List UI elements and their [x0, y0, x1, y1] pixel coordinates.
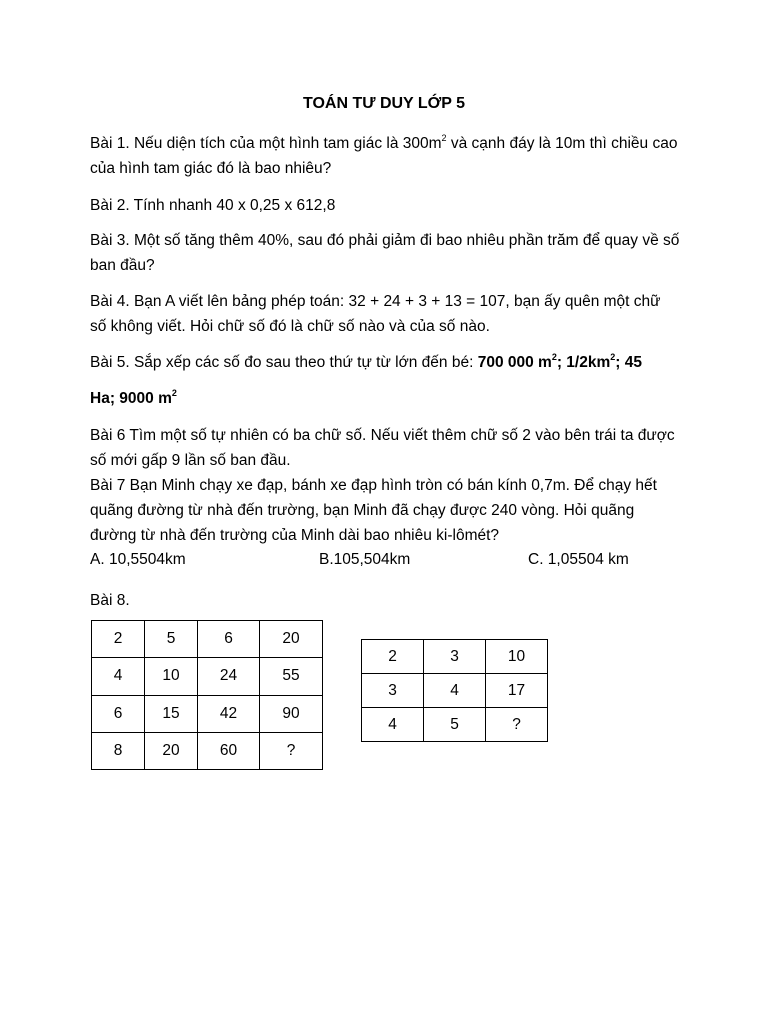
table-cell: 17 — [486, 674, 548, 708]
problem-6: Bài 6 Tìm một số tự nhiên có ba chữ số. Nếu viết thêm chữ số 2 vào bên trái ta được số mới gấp 9 lần số ban đầu. — [90, 427, 675, 469]
table-cell: 3 — [424, 640, 486, 674]
superscript: 2 — [171, 388, 177, 398]
table-cell: 8 — [92, 732, 145, 769]
table-row — [92, 658, 323, 695]
table-cell: 4 — [424, 674, 486, 708]
table-cell: ? — [486, 708, 548, 742]
problem-5-value-3: ; 45 — [615, 354, 642, 371]
table-cell: 6 — [92, 695, 145, 732]
table-row — [92, 732, 323, 769]
table-cell: 5 — [145, 621, 198, 658]
superscript: 2 — [610, 352, 616, 362]
number-table-2 — [361, 639, 548, 742]
table-cell: 6 — [198, 621, 260, 658]
table-cell: 15 — [145, 695, 198, 732]
number-table-1 — [91, 620, 323, 770]
problem-5-text: Bài 5. Sắp xếp các số đo sau theo thứ tự từ lớn đến bé: — [90, 354, 478, 371]
table-row — [362, 674, 548, 708]
problem-1 — [90, 131, 680, 181]
option-b: B.105,504km — [319, 551, 411, 568]
option-a: A. 10,5504km — [90, 551, 186, 568]
table-row — [362, 640, 548, 674]
problem-8: Bài 8. — [90, 592, 130, 609]
table-row — [362, 708, 548, 742]
problem-5-line-1 — [90, 350, 680, 375]
problem-5-value-2: ; 1/2km — [556, 354, 611, 371]
option-c: C. 1,05504 km — [528, 551, 629, 568]
table-cell: 4 — [362, 708, 424, 742]
table-cell: 42 — [198, 695, 260, 732]
table-cell: 10 — [486, 640, 548, 674]
table-cell: 10 — [145, 658, 198, 695]
problem-5-value-1: 700 000 m — [477, 354, 552, 371]
table-cell: 4 — [92, 658, 145, 695]
table-cell: 60 — [198, 732, 260, 769]
superscript: 2 — [551, 352, 557, 362]
problem-4: Bài 4. Bạn A viết lên bảng phép toán: 32 + 24 + 3 + 13 = 107, bạn ấy quên một chữ số không viết. Hỏi chữ số đó là chữ số nào và của số nào. — [90, 293, 661, 335]
table-row — [92, 695, 323, 732]
problem-2: Bài 2. Tính nhanh 40 x 0,25 x 612,8 — [90, 197, 336, 214]
table-cell: 20 — [145, 732, 198, 769]
problem-7: Bài 7 Bạn Minh chạy xe đạp, bánh xe đạp hình tròn có bán kính 0,7m. Để chạy hết quãng đường từ nhà đến trường, bạn Minh đã chạy được 240 vòng. Hỏi quãng đường từ nhà đến trường của Minh dài bao nhiêu ki-lômét? — [90, 477, 657, 544]
table-cell: 2 — [92, 621, 145, 658]
table-cell: 55 — [260, 658, 323, 695]
problem-1-text-a: Bài 1. Nếu diện tích của một hình tam giác là 300m — [90, 135, 442, 152]
page-title: TOÁN TƯ DUY LỚP 5 — [302, 95, 466, 112]
problem-1-text-b: và cạnh đáy là 10m thì chiều cao của hình tam giác đó là bao nhiêu? — [90, 135, 678, 177]
table-cell: 5 — [424, 708, 486, 742]
table-row — [92, 621, 323, 658]
table-cell: 24 — [198, 658, 260, 695]
problem-5-value-4: Ha; 9000 m — [90, 390, 172, 407]
problem-5-line-2 — [90, 386, 680, 411]
table-cell: 3 — [362, 674, 424, 708]
table-cell: 90 — [260, 695, 323, 732]
table-cell: 20 — [260, 621, 323, 658]
table-cell: ? — [260, 732, 323, 769]
table-cell: 2 — [362, 640, 424, 674]
problem-3: Bài 3. Một số tăng thêm 40%, sau đó phải giảm đi bao nhiêu phần trăm để quay về số ban đầu? — [90, 232, 680, 274]
superscript: 2 — [441, 133, 447, 143]
